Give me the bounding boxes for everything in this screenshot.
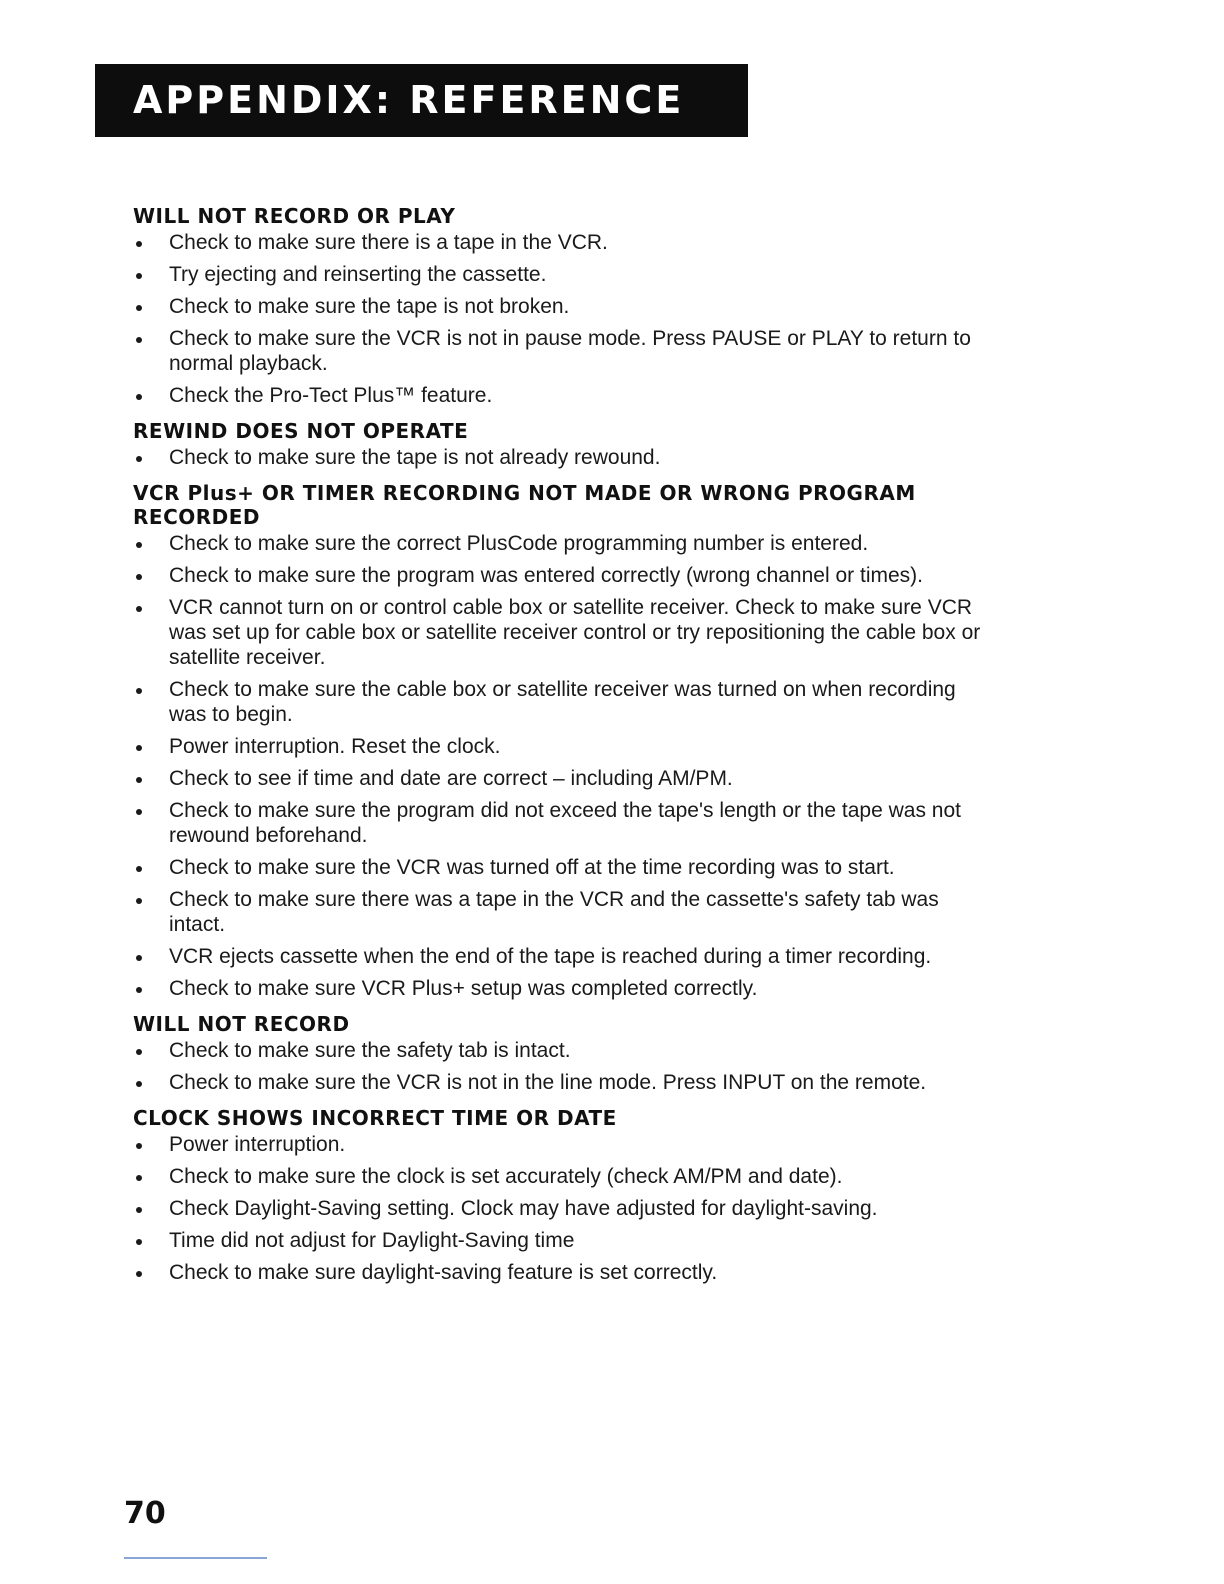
list-item-text: Check to make sure the tape is not already rewound. (169, 446, 661, 469)
bullet-icon (136, 745, 142, 751)
list-item-text: VCR cannot turn on or control cable box or satellite receiver. Check to make sure VCR was set up for cable box or satellite receiver control or try repositioning the cable box or satellite receiver. (169, 596, 981, 669)
bullet-icon (136, 241, 142, 247)
list-item-text: VCR ejects cassette when the end of the tape is reached during a timer recording. (169, 945, 932, 968)
list-item (133, 734, 993, 759)
bullet-icon (136, 1239, 142, 1245)
troubleshooting-section (133, 481, 993, 1001)
bullet-icon (136, 1207, 142, 1213)
list-item-text: Check to make sure the correct PlusCode programming number is entered. (169, 532, 869, 555)
bullet-icon (136, 688, 142, 694)
bullet-icon (136, 1081, 142, 1087)
list-item (133, 563, 993, 588)
list-item-text: Time did not adjust for Daylight-Saving time (169, 1229, 575, 1252)
troubleshooting-section (133, 419, 993, 470)
bullet-icon (136, 394, 142, 400)
list-item-text: Check Daylight-Saving setting. Clock may have adjusted for daylight-saving. (169, 1197, 878, 1220)
bullet-list (133, 531, 993, 1001)
troubleshooting-section (133, 1106, 993, 1285)
list-item (133, 294, 993, 319)
list-item (133, 326, 993, 376)
list-item-text: Check to see if time and date are correct – including AM/PM. (169, 767, 733, 790)
list-item-text: Power interruption. Reset the clock. (169, 735, 501, 758)
list-item-text: Check the Pro-Tect Plus™ feature. (169, 384, 493, 407)
list-item (133, 1164, 993, 1189)
list-item-text: Check to make sure daylight-saving feature is set correctly. (169, 1261, 718, 1284)
list-item-text: Check to make sure the VCR is not in the line mode. Press INPUT on the remote. (169, 1071, 927, 1094)
list-item (133, 677, 993, 727)
bullet-list (133, 1038, 993, 1095)
bullet-icon (136, 898, 142, 904)
bullet-icon (136, 1143, 142, 1149)
bullet-icon (136, 337, 142, 343)
list-item-text: Try ejecting and reinserting the cassette. (169, 263, 547, 286)
list-item (133, 1196, 993, 1221)
list-item-text: Check to make sure the clock is set accurately (check AM/PM and date). (169, 1165, 843, 1188)
list-item (133, 1260, 993, 1285)
bullet-icon (136, 305, 142, 311)
list-item (133, 855, 993, 880)
appendix-banner (95, 64, 748, 137)
section-heading: CLOCK SHOWS INCORRECT TIME OR DATE (133, 1106, 617, 1130)
section-heading: REWIND DOES NOT OPERATE (133, 419, 469, 443)
list-item-text: Check to make sure the VCR was turned off at the time recording was to start. (169, 856, 895, 879)
troubleshooting-content (133, 204, 993, 1296)
scan-divider (124, 1557, 267, 1559)
list-item (133, 976, 993, 1001)
bullet-icon (136, 955, 142, 961)
list-item (133, 944, 993, 969)
troubleshooting-section (133, 204, 993, 408)
list-item-text: Check to make sure the tape is not broken. (169, 295, 570, 318)
list-item (133, 1070, 993, 1095)
bullet-icon (136, 777, 142, 783)
list-item (133, 798, 993, 848)
list-item (133, 1132, 993, 1157)
bullet-icon (136, 1175, 142, 1181)
list-item-text: Check to make sure the program was entered correctly (wrong channel or times). (169, 564, 923, 587)
list-item-text: Check to make sure the cable box or satellite receiver was turned on when recording was to begin. (169, 678, 956, 726)
list-item (133, 383, 993, 408)
list-item (133, 445, 993, 470)
list-item (133, 595, 993, 670)
section-heading: VCR Plus+ OR TIMER RECORDING NOT MADE OR WRONG PROGRAM RECORDED (133, 481, 916, 529)
troubleshooting-section (133, 1012, 993, 1095)
list-item-text: Check to make sure the program did not exceed the tape's length or the tape was not rewound beforehand. (169, 799, 961, 847)
list-item (133, 230, 993, 255)
bullet-icon (136, 574, 142, 580)
list-item (133, 1038, 993, 1063)
list-item-text: Check to make sure VCR Plus+ setup was completed correctly. (169, 977, 758, 1000)
bullet-list (133, 1132, 993, 1285)
bullet-icon (136, 456, 142, 462)
list-item-text: Check to make sure there is a tape in the VCR. (169, 231, 608, 254)
bullet-icon (136, 1271, 142, 1277)
bullet-icon (136, 809, 142, 815)
bullet-list (133, 445, 993, 470)
bullet-icon (136, 1049, 142, 1055)
bullet-icon (136, 606, 142, 612)
list-item-text: Check to make sure there was a tape in the VCR and the cassette's safety tab was intact. (169, 888, 939, 936)
page-title: APPENDIX: REFERENCE (133, 78, 685, 122)
bullet-icon (136, 866, 142, 872)
bullet-list (133, 230, 993, 408)
bullet-icon (136, 987, 142, 993)
section-heading: WILL NOT RECORD (133, 1012, 350, 1036)
list-item-text: Power interruption. (169, 1133, 346, 1156)
list-item (133, 531, 993, 556)
list-item-text: Check to make sure the VCR is not in pause mode. Press PAUSE or PLAY to return to normal playback. (169, 327, 971, 375)
list-item-text: Check to make sure the safety tab is intact. (169, 1039, 571, 1062)
list-item (133, 887, 993, 937)
bullet-icon (136, 542, 142, 548)
section-heading: WILL NOT RECORD OR PLAY (133, 204, 456, 228)
list-item (133, 262, 993, 287)
list-item (133, 1228, 993, 1253)
page-number: 70 (124, 1496, 166, 1531)
list-item (133, 766, 993, 791)
bullet-icon (136, 273, 142, 279)
